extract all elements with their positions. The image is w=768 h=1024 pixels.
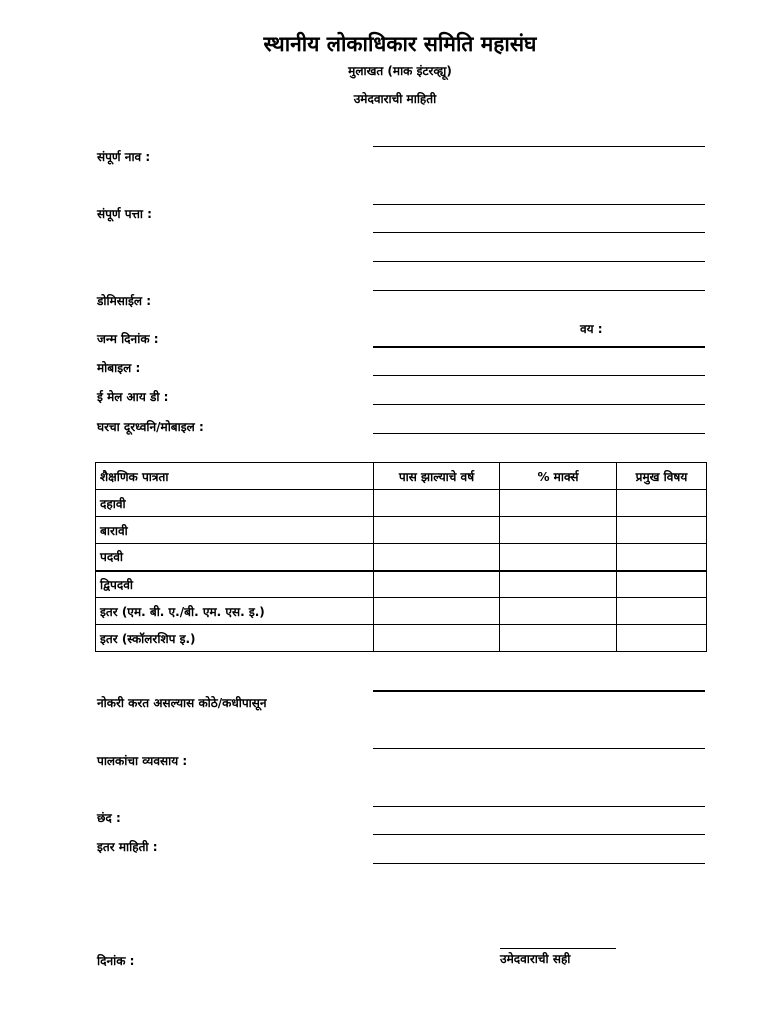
address-line-2[interactable] xyxy=(373,232,705,233)
signature-label: उमेदवाराची सही xyxy=(500,952,571,966)
address-line-1[interactable] xyxy=(373,204,705,205)
full-name-label: संपूर्ण नाव : xyxy=(97,150,151,164)
row-label-degree: पदवी xyxy=(96,544,374,571)
cell-input[interactable] xyxy=(500,517,617,544)
hobby-label: छंद : xyxy=(97,811,121,825)
job-label: नोकरी करत असल्यास कोठे/कधीपासून xyxy=(97,696,267,710)
row-label-postgrad: द्विपदवी xyxy=(96,571,374,598)
cell-input[interactable] xyxy=(500,490,617,517)
address-line-3[interactable] xyxy=(373,261,705,262)
cell-input[interactable] xyxy=(374,544,500,571)
domicile-line[interactable] xyxy=(373,290,705,291)
table-row xyxy=(96,598,707,625)
other-info-line-1[interactable] xyxy=(373,834,705,835)
cell-input[interactable] xyxy=(500,544,617,571)
section-title: उमेदवाराची माहिती xyxy=(353,92,437,106)
age-label: वय : xyxy=(580,322,603,336)
parents-occupation-label: पालकांचा व्यवसाय : xyxy=(97,754,188,768)
cell-input[interactable] xyxy=(617,544,707,571)
table-row xyxy=(96,625,707,652)
email-line[interactable] xyxy=(373,404,705,405)
cell-input[interactable] xyxy=(500,598,617,625)
other-info-label: इतर माहिती : xyxy=(97,840,158,854)
signature-line[interactable] xyxy=(500,948,616,949)
cell-input[interactable] xyxy=(374,598,500,625)
cell-input[interactable] xyxy=(374,625,500,652)
row-label-other-mba: इतर (एम. बी. ए./बी. एम. एस. इ.) xyxy=(96,598,374,625)
cell-input[interactable] xyxy=(374,517,500,544)
cell-input[interactable] xyxy=(617,571,707,598)
full-address-label: संपूर्ण पत्ता : xyxy=(97,207,152,221)
table-row xyxy=(96,490,707,517)
table-row xyxy=(96,571,707,598)
row-label-hsc: बारावी xyxy=(96,517,374,544)
birth-date-label: जन्म दिनांक : xyxy=(97,332,159,346)
home-phone-label: घरचा दूरध्वनि/मोबाइल : xyxy=(97,420,204,434)
domicile-label: डोमिसाईल : xyxy=(97,294,152,308)
row-label-other-scholarship: इतर (स्कॉलरशिप इ.) xyxy=(96,625,374,652)
col-header-marks: % मार्क्स xyxy=(500,463,617,490)
home-phone-line[interactable] xyxy=(373,433,705,434)
cell-input[interactable] xyxy=(500,571,617,598)
job-line[interactable] xyxy=(373,690,705,692)
form-subtitle: मुलाखत (माक इंटरव्ह्यू) xyxy=(348,64,452,78)
parents-occupation-line[interactable] xyxy=(373,748,705,749)
cell-input[interactable] xyxy=(617,517,707,544)
cell-input[interactable] xyxy=(374,490,500,517)
row-label-ssc: दहावी xyxy=(96,490,374,517)
table-header-row xyxy=(96,463,707,490)
table-row xyxy=(96,517,707,544)
col-header-qualification: शैक्षणिक पात्रता xyxy=(96,463,374,490)
cell-input[interactable] xyxy=(617,490,707,517)
cell-input[interactable] xyxy=(617,625,707,652)
cell-input[interactable] xyxy=(500,625,617,652)
cell-input[interactable] xyxy=(374,571,500,598)
col-header-pass-year: पास झाल्याचे वर्ष xyxy=(374,463,500,490)
hobby-line[interactable] xyxy=(373,806,705,807)
mobile-label: मोबाइल : xyxy=(97,361,141,375)
col-header-subject: प्रमुख विषय xyxy=(617,463,707,490)
date-label: दिनांक : xyxy=(97,954,135,968)
full-name-line[interactable] xyxy=(373,146,705,147)
email-label: ई मेल आय डी : xyxy=(97,390,169,404)
other-info-line-2[interactable] xyxy=(373,863,705,864)
mobile-line[interactable] xyxy=(373,375,705,376)
education-table xyxy=(95,462,707,652)
form-title: स्थानीय लोकाधिकार समिति महासंघ xyxy=(263,32,537,56)
cell-input[interactable] xyxy=(617,598,707,625)
table-row xyxy=(96,544,707,571)
birth-date-line[interactable] xyxy=(373,346,705,348)
